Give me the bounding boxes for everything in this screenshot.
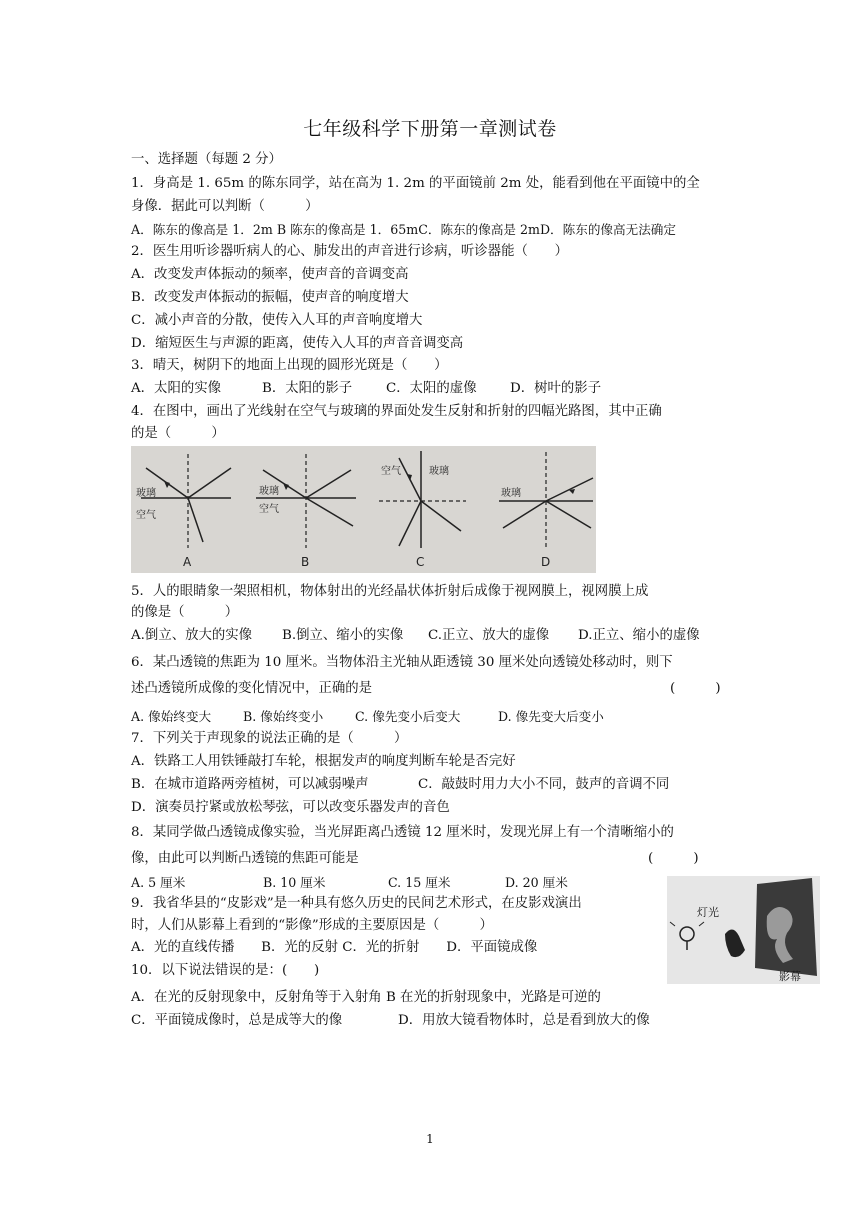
- q3-option-c: C．太阳的虚像: [386, 381, 477, 396]
- q1-options: A．陈东的像高是 1．2m B 陈东的像高是 1．65mC．陈东的像高是 2mD．陈东的像高无法确定: [131, 222, 676, 237]
- q8-answer-paren: ( ): [648, 851, 699, 866]
- diagram-b-air-label: 空气: [259, 504, 279, 515]
- q6-answer-paren: ( ): [670, 681, 721, 696]
- diagram-a: [136, 454, 231, 569]
- q8-stem-line2: 像，由此可以判断凸透镜的焦距可能是: [131, 851, 359, 866]
- q2-stem: 2．医生用听诊器听病人的心、肺发出的声音进行诊病，听诊器能（ ）: [131, 244, 569, 259]
- page-title: 七年级科学下册第一章测试卷: [303, 118, 557, 140]
- q2-option-b: B．改变发声体振动的振幅，使声音的响度增大: [131, 290, 409, 305]
- q6-option-c: C. 像先变小后变大: [355, 709, 461, 724]
- q7-option-c: C．敲鼓时用力大小不同，鼓声的音调不同: [418, 777, 670, 792]
- q3-option-a: A．太阳的实像: [131, 381, 222, 396]
- section-heading: 一、选择题（每题 2 分）: [131, 152, 282, 167]
- shadow-play-figure: [667, 876, 820, 984]
- diagram-c-air-label: 空气: [381, 466, 401, 477]
- diagram-b: [256, 454, 356, 569]
- q8-option-b: B. 10 厘米: [263, 875, 326, 890]
- q2-option-d: D．缩短医生与声源的距离，使传入人耳的声音音调变高: [131, 336, 464, 351]
- q9-options: A．光的直线传播 B．光的反射 C．光的折射 D．平面镜成像: [131, 940, 538, 955]
- q8-option-c: C. 15 厘米: [388, 875, 451, 890]
- q10-options-ab: A．在光的反射现象中，反射角等于入射角 B 在光的折射现象中，光路是可逆的: [131, 990, 601, 1005]
- q2-option-c: C．减小声音的分散，使传入人耳的声音响度增大: [131, 313, 423, 328]
- q7-option-a: A．铁路工人用铁锤敲打车轮，根据发声的响度判断车轮是否完好: [131, 754, 516, 769]
- q5-option-c: C.正立、放大的虚像: [428, 628, 550, 643]
- q3-stem: 3．晴天，树阴下的地面上出现的圆形光斑是（ ）: [131, 358, 448, 373]
- q7-option-d: D．演奏员拧紧或放松琴弦，可以改变乐器发声的音色: [131, 800, 450, 815]
- q9-stem-line2: 时，人们从影幕上看到的“影像”形成的主要原因是（ ）: [131, 918, 493, 933]
- q5-option-a: A.倒立、放大的实像: [131, 628, 253, 643]
- diagram-c-glass-label: 玻璃: [429, 466, 449, 477]
- light-path-figure: [131, 446, 596, 573]
- diagram-c: [379, 451, 466, 569]
- q10-stem: 10．以下说法错误的是：( ): [131, 963, 320, 978]
- q5-stem-line2: 的像是（ ）: [131, 605, 239, 620]
- diagram-d-label: D: [541, 555, 551, 569]
- q4-stem-line1: 4．在图中，画出了光线射在空气与玻璃的界面处发生反射和折射的四幅光路图，其中正确: [131, 404, 662, 419]
- q6-stem-line1: 6．某凸透镜的焦距为 10 厘米。当物体沿主光轴从距透镜 30 厘米处向透镜处移动时，则下: [131, 655, 673, 670]
- light-label: 灯光: [697, 906, 719, 919]
- diagram-a-air-label: 空气: [136, 510, 156, 521]
- shadow-play-illustration: [667, 876, 820, 984]
- q1-stem-line2: 身像．据此可以判断（ ）: [131, 199, 319, 214]
- q5-option-d: D.正立、缩小的虚像: [578, 628, 700, 643]
- diagram-a-label: A: [183, 555, 192, 569]
- diagram-b-label: B: [301, 555, 310, 569]
- q3-option-b: B．太阳的影子: [262, 381, 353, 396]
- diagram-d: [499, 452, 593, 569]
- q10-option-c: C．平面镜成像时，总是成等大的像: [131, 1013, 343, 1028]
- q6-option-a: A. 像始终变大: [131, 709, 212, 724]
- q9-stem-line1: 9．我省华县的“皮影戏”是一种具有悠久历史的民间艺术形式，在皮影戏演出: [131, 896, 582, 911]
- q6-option-b: B. 像始终变小: [243, 709, 324, 724]
- q6-option-d: D. 像先变大后变小: [498, 709, 604, 724]
- q7-stem: 7．下列关于声现象的说法正确的是（ ）: [131, 731, 408, 746]
- q7-option-b: B．在城市道路两旁植树，可以减弱噪声: [131, 777, 369, 792]
- q8-option-d: D. 20 厘米: [505, 875, 568, 890]
- diagram-b-glass-label: 玻璃: [259, 486, 279, 497]
- q6-stem-line2: 述凸透镜所成像的变化情况中，正确的是: [131, 681, 373, 696]
- q8-option-a: A. 5 厘米: [131, 875, 186, 890]
- page-number: 1: [426, 1132, 434, 1146]
- q4-stem-line2: 的是（ ）: [131, 426, 225, 441]
- diagram-d-glass-label: 玻璃: [501, 488, 521, 499]
- light-path-diagrams: [131, 446, 596, 573]
- q5-option-b: B.倒立、缩小的实像: [282, 628, 404, 643]
- diagram-c-label: C: [416, 555, 425, 569]
- q3-option-d: D．树叶的影子: [510, 381, 602, 396]
- diagram-a-glass-label: 玻璃: [136, 488, 156, 499]
- screen-label: 影幕: [779, 970, 801, 983]
- q8-stem-line1: 8．某同学做凸透镜成像实验，当光屏距离凸透镜 12 厘米时，发现光屏上有一个清晰缩小的: [131, 825, 674, 840]
- q5-stem-line1: 5．人的眼睛象一架照相机，物体射出的光经晶状体折射后成像于视网膜上，视网膜上成: [131, 584, 649, 599]
- q2-option-a: A．改变发声体振动的频率，使声音的音调变高: [131, 267, 409, 282]
- q1-stem-line1: 1．身高是 1. 65m 的陈东同学，站在高为 1. 2m 的平面镜前 2m 处，能看到他在平面镜中的全: [131, 176, 700, 191]
- q10-option-d: D．用放大镜看物体时，总是看到放大的像: [398, 1013, 650, 1028]
